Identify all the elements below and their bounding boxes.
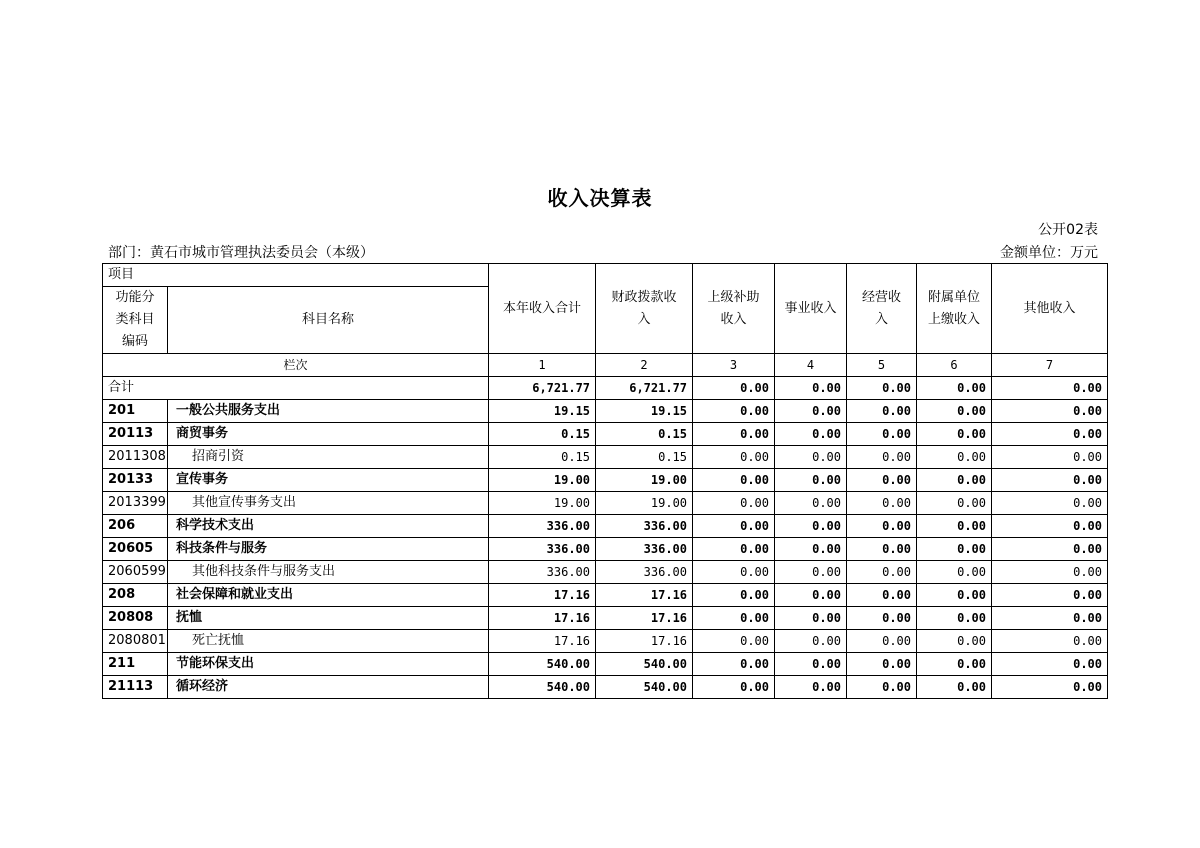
amount-cell: 0.00 [992, 561, 1108, 584]
amount-cell: 0.00 [693, 653, 775, 676]
amount-cell: 0.00 [847, 653, 917, 676]
column-number: 3 [693, 354, 775, 377]
amount-cell: 0.00 [917, 584, 992, 607]
subject-name: 一般公共服务支出 [168, 400, 489, 423]
amount-cell: 336.00 [596, 538, 693, 561]
table-row [103, 400, 1108, 423]
subject-name: 抚恤 [168, 607, 489, 630]
table-row [103, 469, 1108, 492]
amount-cell: 0.00 [917, 400, 992, 423]
amount-cell: 19.00 [489, 469, 596, 492]
subject-code: 2013399 [103, 492, 168, 515]
table-row [103, 423, 1108, 446]
amount-cell: 0.00 [775, 538, 847, 561]
table-row [103, 561, 1108, 584]
amount-cell: 0.00 [847, 676, 917, 699]
amount-cell: 0.00 [775, 469, 847, 492]
header-fiscal-income [596, 264, 693, 354]
amount-cell: 0.15 [596, 423, 693, 446]
header-superior-line-1: 上级补助 [707, 289, 760, 305]
subject-code: 211 [103, 653, 168, 676]
amount-cell: 0.00 [775, 584, 847, 607]
total-value: 6,721.77 [489, 377, 596, 400]
amount-cell: 0.00 [917, 676, 992, 699]
amount-cell: 0.00 [775, 423, 847, 446]
header-func-code [103, 287, 168, 354]
amount-cell: 0.15 [489, 423, 596, 446]
amount-cell: 0.00 [847, 630, 917, 653]
amount-cell: 0.00 [992, 584, 1108, 607]
amount-cell: 0.00 [693, 400, 775, 423]
amount-cell: 0.00 [847, 538, 917, 561]
amount-cell: 0.00 [847, 423, 917, 446]
amount-cell: 0.00 [917, 653, 992, 676]
header-func-code-line-1: 功能分 [115, 290, 155, 305]
subject-name: 科学技术支出 [168, 515, 489, 538]
amount-cell: 17.16 [596, 630, 693, 653]
amount-cell: 0.00 [847, 584, 917, 607]
subject-name: 宣传事务 [168, 469, 489, 492]
header-fiscal-line-2: 入 [637, 311, 651, 327]
subject-name: 其他宣传事务支出 [168, 492, 489, 515]
subject-name: 死亡抚恤 [168, 630, 489, 653]
total-value: 0.00 [992, 377, 1108, 400]
header-affiliated-line-1: 附属单位 [928, 289, 981, 305]
header-affiliated-line-2: 上缴收入 [928, 311, 981, 327]
amount-cell: 0.15 [489, 446, 596, 469]
column-number: 7 [992, 354, 1108, 377]
amount-cell: 0.00 [847, 446, 917, 469]
amount-cell: 0.00 [917, 469, 992, 492]
amount-cell: 0.00 [917, 446, 992, 469]
amount-cell: 0.00 [693, 515, 775, 538]
total-label: 合计 [103, 377, 489, 400]
amount-cell: 0.00 [693, 469, 775, 492]
amount-cell: 19.00 [596, 469, 693, 492]
amount-cell: 0.00 [992, 446, 1108, 469]
header-superior-line-2: 收入 [720, 311, 747, 327]
amount-cell: 336.00 [596, 561, 693, 584]
amount-cell: 0.00 [775, 676, 847, 699]
header-fiscal-line-1: 财政拨款收 [611, 289, 677, 305]
amount-cell: 0.00 [693, 538, 775, 561]
subject-code: 2080801 [103, 630, 168, 653]
amount-cell: 336.00 [489, 561, 596, 584]
amount-cell: 540.00 [489, 676, 596, 699]
amount-cell: 17.16 [596, 584, 693, 607]
amount-cell: 336.00 [489, 538, 596, 561]
table-row [103, 607, 1108, 630]
table-row [103, 492, 1108, 515]
amount-cell: 336.00 [489, 515, 596, 538]
department-label: 部门：黄石市城市管理执法委员会（本级） [108, 245, 374, 261]
amount-cell: 0.00 [693, 423, 775, 446]
header-total-income: 本年收入合计 [489, 264, 596, 354]
column-number: 1 [489, 354, 596, 377]
subject-name: 其他科技条件与服务支出 [168, 561, 489, 584]
amount-cell: 0.00 [992, 492, 1108, 515]
column-number: 5 [847, 354, 917, 377]
amount-cell: 0.00 [847, 492, 917, 515]
subject-name: 招商引资 [168, 446, 489, 469]
table-row [103, 538, 1108, 561]
subject-code: 201 [103, 400, 168, 423]
column-number: 4 [775, 354, 847, 377]
total-value: 0.00 [775, 377, 847, 400]
subject-name: 循环经济 [168, 676, 489, 699]
amount-cell: 0.00 [992, 538, 1108, 561]
amount-cell: 336.00 [596, 515, 693, 538]
header-business-income: 事业收入 [775, 264, 847, 354]
header-func-code-line-2: 类科目 [115, 312, 155, 327]
table-row [103, 653, 1108, 676]
table-row [103, 676, 1108, 699]
amount-cell: 19.15 [596, 400, 693, 423]
total-row [103, 377, 1108, 400]
amount-cell: 0.00 [693, 630, 775, 653]
amount-cell: 0.00 [847, 400, 917, 423]
header-operating-line-1: 经营收 [862, 289, 902, 305]
amount-cell: 0.00 [775, 515, 847, 538]
amount-cell: 0.00 [847, 469, 917, 492]
amount-cell: 0.00 [917, 492, 992, 515]
amount-cell: 17.16 [489, 630, 596, 653]
income-table [102, 263, 1108, 699]
subject-code: 206 [103, 515, 168, 538]
header-other-income: 其他收入 [992, 264, 1108, 354]
amount-cell: 0.00 [693, 676, 775, 699]
amount-cell: 0.00 [775, 630, 847, 653]
total-value: 6,721.77 [596, 377, 693, 400]
column-number: 2 [596, 354, 693, 377]
amount-cell: 0.00 [992, 400, 1108, 423]
header-func-code-line-3: 编码 [121, 334, 148, 349]
subject-code: 20808 [103, 607, 168, 630]
amount-cell: 17.16 [489, 607, 596, 630]
amount-cell: 0.00 [992, 653, 1108, 676]
subject-name: 科技条件与服务 [168, 538, 489, 561]
amount-cell: 0.00 [775, 607, 847, 630]
table-row [103, 584, 1108, 607]
table-row [103, 446, 1108, 469]
unit-label: 金额单位：万元 [1000, 245, 1098, 261]
amount-cell: 19.00 [489, 492, 596, 515]
amount-cell: 0.00 [992, 423, 1108, 446]
amount-cell: 0.00 [693, 584, 775, 607]
amount-cell: 0.00 [847, 607, 917, 630]
amount-cell: 0.00 [775, 653, 847, 676]
amount-cell: 0.00 [847, 515, 917, 538]
column-number-row [103, 354, 1108, 377]
subject-name: 节能环保支出 [168, 653, 489, 676]
amount-cell: 540.00 [489, 653, 596, 676]
amount-cell: 540.00 [596, 676, 693, 699]
amount-cell: 0.00 [775, 492, 847, 515]
amount-cell: 0.00 [847, 561, 917, 584]
header-operating-line-2: 入 [875, 311, 889, 327]
subject-code: 20133 [103, 469, 168, 492]
subject-name: 社会保障和就业支出 [168, 584, 489, 607]
amount-cell: 0.00 [992, 469, 1108, 492]
amount-cell: 0.00 [693, 561, 775, 584]
amount-cell: 0.15 [596, 446, 693, 469]
table-row [103, 630, 1108, 653]
amount-cell: 0.00 [917, 515, 992, 538]
amount-cell: 0.00 [693, 492, 775, 515]
header-subject-name: 科目名称 [168, 287, 489, 354]
total-value: 0.00 [917, 377, 992, 400]
column-number: 6 [917, 354, 992, 377]
amount-cell: 0.00 [992, 630, 1108, 653]
amount-cell: 19.00 [596, 492, 693, 515]
page-title: 收入决算表 [547, 186, 653, 210]
header-project: 项目 [103, 264, 489, 287]
amount-cell: 0.00 [917, 607, 992, 630]
subject-name: 商贸事务 [168, 423, 489, 446]
table-row [103, 515, 1108, 538]
subject-code: 20113 [103, 423, 168, 446]
amount-cell: 19.15 [489, 400, 596, 423]
subject-code: 20605 [103, 538, 168, 561]
amount-cell: 0.00 [917, 538, 992, 561]
total-value: 0.00 [847, 377, 917, 400]
amount-cell: 0.00 [775, 400, 847, 423]
amount-cell: 0.00 [917, 630, 992, 653]
total-value: 0.00 [693, 377, 775, 400]
header-operating-income [847, 264, 917, 354]
form-number: 公开02表 [1038, 222, 1098, 238]
amount-cell: 0.00 [992, 607, 1108, 630]
header-affiliated-income [917, 264, 992, 354]
amount-cell: 0.00 [775, 446, 847, 469]
amount-cell: 17.16 [596, 607, 693, 630]
amount-cell: 540.00 [596, 653, 693, 676]
amount-cell: 0.00 [775, 561, 847, 584]
amount-cell: 17.16 [489, 584, 596, 607]
subject-code: 208 [103, 584, 168, 607]
column-order-label: 栏次 [103, 354, 489, 377]
amount-cell: 0.00 [992, 676, 1108, 699]
subject-code: 21113 [103, 676, 168, 699]
amount-cell: 0.00 [917, 561, 992, 584]
subject-code: 2060599 [103, 561, 168, 584]
amount-cell: 0.00 [992, 515, 1108, 538]
amount-cell: 0.00 [693, 607, 775, 630]
subject-code: 2011308 [103, 446, 168, 469]
amount-cell: 0.00 [693, 446, 775, 469]
amount-cell: 0.00 [917, 423, 992, 446]
header-superior-subsidy [693, 264, 775, 354]
